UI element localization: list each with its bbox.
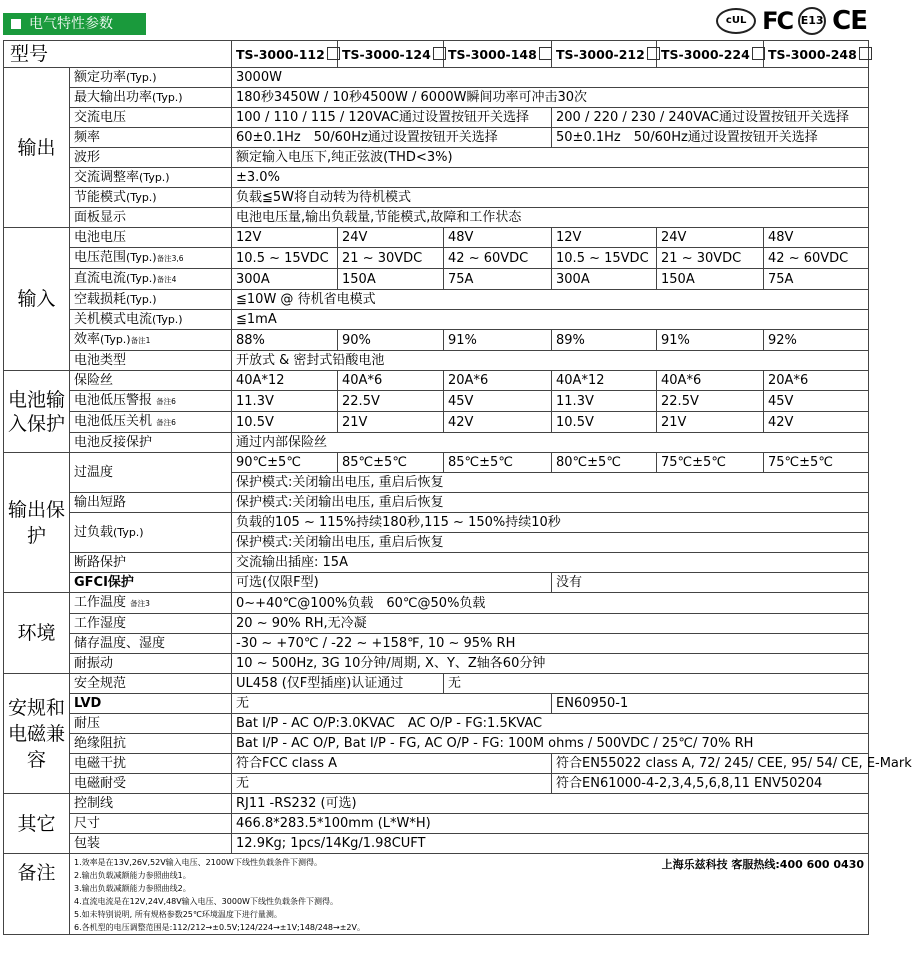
table-row [4, 188, 869, 208]
cell: 21V [657, 412, 764, 433]
row-value: 保护模式:关闭输出电压, 重启后恢复 [232, 533, 869, 553]
table-row [4, 412, 869, 433]
row-label: 空载损耗(Typ.) [70, 290, 232, 310]
cell: 150A [657, 269, 764, 290]
cell: 75A [764, 269, 869, 290]
table-row [4, 453, 869, 473]
cell: 45V [444, 391, 552, 412]
row-value: 额定输入电压下,纯正弦波(THD<3%) [232, 148, 869, 168]
row-value: 交流输出插座: 15A [232, 553, 869, 573]
cell: 42V [764, 412, 869, 433]
row-label: 控制线 [70, 794, 232, 814]
row-label: 频率 [70, 128, 232, 148]
row-label: 安全规范 [70, 674, 232, 694]
table-row [4, 168, 869, 188]
table-row [4, 573, 869, 593]
cell: 22.5V [338, 391, 444, 412]
row-label: 效率(Typ.)备注1 [70, 330, 232, 351]
note-line: 3.输出负载减额能力参照曲线2。 [74, 884, 191, 893]
cell: 11.3V [552, 391, 657, 412]
table-row [4, 371, 869, 391]
model-212: TS-3000-212 [552, 41, 657, 68]
row-label: 工作温度 备注3 [70, 593, 232, 614]
row-label: 节能模式(Typ.) [70, 188, 232, 208]
row-label: LVD [70, 694, 232, 714]
model-label: 型号 [4, 41, 232, 68]
table-row [4, 654, 869, 674]
row-label: 电磁干扰 [70, 754, 232, 774]
row-value: 100 / 110 / 115 / 120VAC通过设置按钮开关选择 [232, 108, 552, 128]
category-output-protection: 输出保护 [4, 453, 70, 593]
row-value: 无 [232, 774, 552, 794]
table-row [4, 148, 869, 168]
fc-logo: FC [762, 7, 793, 35]
cell: 75℃±5℃ [657, 453, 764, 473]
row-label: 电池电压 [70, 228, 232, 248]
row-label: 交流调整率(Typ.) [70, 168, 232, 188]
cell: 75℃±5℃ [764, 453, 869, 473]
cell: 48V [444, 228, 552, 248]
table-row [4, 493, 869, 513]
cell: 24V [657, 228, 764, 248]
cell: 48V [764, 228, 869, 248]
row-value: 可选(仅限F型) [232, 573, 552, 593]
table-row [4, 108, 869, 128]
row-value: UL458 (仅F型插座)认证通过 [232, 674, 444, 694]
cell: 40A*12 [552, 371, 657, 391]
row-label: GFCI保护 [70, 573, 232, 593]
table-row [4, 290, 869, 310]
category-notes: 备注 [4, 854, 70, 935]
row-label: 电池反接保护 [70, 433, 232, 453]
row-label: 电压范围(Typ.)备注3,6 [70, 248, 232, 269]
category-output: 输出 [4, 68, 70, 228]
row-value: 保护模式:关闭输出电压, 重启后恢复 [232, 493, 869, 513]
row-value: 符合EN61000-4-2,3,4,5,6,8,11 ENV50204 [552, 774, 869, 794]
table-row [4, 513, 869, 533]
row-value: 10 ~ 500Hz, 3G 10分钟/周期, X、Y、Z轴各60分钟 [232, 654, 869, 674]
model-112: TS-3000-112 [232, 41, 338, 68]
cell: 91% [657, 330, 764, 351]
checkbox-icon [859, 47, 872, 60]
spec-table [3, 40, 912, 935]
ce-logo: CE [832, 6, 867, 36]
row-value: 通过内部保险丝 [232, 433, 869, 453]
row-label: 电池低压关机 备注6 [70, 412, 232, 433]
row-value: ≦10W @ 待机省电模式 [232, 290, 869, 310]
row-value: 无 [232, 694, 552, 714]
cell: 40A*12 [232, 371, 338, 391]
cell: 20A*6 [444, 371, 552, 391]
model-248: TS-3000-248 [764, 41, 869, 68]
checkbox-icon [327, 47, 340, 60]
model-124: TS-3000-124 [338, 41, 444, 68]
cell: 85℃±5℃ [444, 453, 552, 473]
table-row [4, 553, 869, 573]
table-row [4, 794, 869, 814]
row-label: 电池类型 [70, 351, 232, 371]
note-line: 1.效率是在13V,26V,52V输入电压、2100W下线性负载条件下测得。 [74, 858, 322, 867]
row-label: 包装 [70, 834, 232, 854]
note-line: 4.直流电流是在12V,24V,48V输入电压、3000W下线性负载条件下测得。 [74, 897, 338, 906]
cell: 90℃±5℃ [232, 453, 338, 473]
row-value: 无 [444, 674, 869, 694]
cell: 85℃±5℃ [338, 453, 444, 473]
row-label: 面板显示 [70, 208, 232, 228]
row-label: 交流电压 [70, 108, 232, 128]
table-row [4, 694, 869, 714]
cell: 12V [552, 228, 657, 248]
row-value: 20 ~ 90% RH,无冷凝 [232, 614, 869, 634]
cell: 10.5V [232, 412, 338, 433]
row-label: 电池低压警报 备注6 [70, 391, 232, 412]
row-value: 60±0.1Hz 50/60Hz通过设置按钮开关选择 [232, 128, 552, 148]
section-title: 电气特性参数 [3, 13, 146, 35]
cell: 21 ~ 30VDC [338, 248, 444, 269]
cell: 22.5V [657, 391, 764, 412]
checkbox-icon [539, 47, 552, 60]
cul-logo: cUL [716, 8, 756, 34]
row-label: 直流电流(Typ.)备注4 [70, 269, 232, 290]
row-value: 符合FCC class A [232, 754, 552, 774]
notes-block [70, 854, 869, 935]
category-environment: 环境 [4, 593, 70, 674]
row-label: 关机模式电流(Typ.) [70, 310, 232, 330]
table-row [4, 269, 869, 290]
cell: 89% [552, 330, 657, 351]
cell: 40A*6 [338, 371, 444, 391]
table-row [4, 248, 869, 269]
row-label: 保险丝 [70, 371, 232, 391]
checkbox-icon [752, 47, 765, 60]
row-value: -30 ~ +70℃ / -22 ~ +158℉, 10 ~ 95% RH [232, 634, 869, 654]
row-label: 额定功率(Typ.) [70, 68, 232, 88]
row-value: 12.9Kg; 1pcs/14Kg/1.98CUFT [232, 834, 869, 854]
certification-logos [716, 6, 867, 36]
table-row [4, 330, 869, 351]
checkbox-icon [433, 47, 446, 60]
row-value: 200 / 220 / 230 / 240VAC通过设置按钮开关选择 [552, 108, 869, 128]
note-line: 6.各机型的电压调整范围是:112/212→±0.5V;124/224→±1V;148/248→±2V。 [74, 923, 365, 932]
cell: 21 ~ 30VDC [657, 248, 764, 269]
row-label: 储存温度、湿度 [70, 634, 232, 654]
row-label: 断路保护 [70, 553, 232, 573]
row-label: 波形 [70, 148, 232, 168]
row-value: 180秒3450W / 10秒4500W / 6000W瞬间功率可冲击30次 [232, 88, 869, 108]
model-header-row [4, 41, 869, 68]
row-label: 最大输出功率(Typ.) [70, 88, 232, 108]
model-148: TS-3000-148 [444, 41, 552, 68]
row-value: RJ11 -RS232 (可选) [232, 794, 869, 814]
table-row [4, 208, 869, 228]
row-label: 耐压 [70, 714, 232, 734]
row-value: 3000W [232, 68, 869, 88]
row-value: 0~+40℃@100%负载 60℃@50%负载 [232, 593, 869, 614]
row-label: 电磁耐受 [70, 774, 232, 794]
row-value: 电池电压量,输出负载量,节能模式,故障和工作状态 [232, 208, 869, 228]
row-value: 没有 [552, 573, 869, 593]
category-input: 输入 [4, 228, 70, 371]
table-row [4, 614, 869, 634]
cell: 88% [232, 330, 338, 351]
row-value: 50±0.1Hz 50/60Hz通过设置按钮开关选择 [552, 128, 869, 148]
table-row [4, 734, 869, 754]
category-safety-emc: 安规和电磁兼容 [4, 674, 70, 794]
cell: 80℃±5℃ [552, 453, 657, 473]
cell: 10.5 ~ 15VDC [232, 248, 338, 269]
cell: 92% [764, 330, 869, 351]
table-row [4, 634, 869, 654]
table-row [4, 714, 869, 734]
row-value: 保护模式:关闭输出电压, 重启后恢复 [232, 473, 869, 493]
square-bullet-icon [11, 19, 21, 29]
cell: 11.3V [232, 391, 338, 412]
cell: 91% [444, 330, 552, 351]
cell: 75A [444, 269, 552, 290]
row-label: 耐振动 [70, 654, 232, 674]
row-value: ±3.0% [232, 168, 869, 188]
table-row [4, 228, 869, 248]
cell: 90% [338, 330, 444, 351]
category-others: 其它 [4, 794, 70, 854]
row-value: ≦1mA [232, 310, 869, 330]
row-value: Bat I/P - AC O/P:3.0KVAC AC O/P - FG:1.5KVAC [232, 714, 869, 734]
row-value: 开放式 & 密封式铅酸电池 [232, 351, 869, 371]
row-label: 工作湿度 [70, 614, 232, 634]
table-row [4, 593, 869, 614]
table-row [4, 351, 869, 371]
cell: 24V [338, 228, 444, 248]
cell: 21V [338, 412, 444, 433]
cell: 12V [232, 228, 338, 248]
row-label: 过负载(Typ.) [70, 513, 232, 553]
row-value: 负载的105 ~ 115%持续180秒,115 ~ 150%持续10秒 [232, 513, 869, 533]
checkbox-icon [647, 47, 660, 60]
cell: 10.5V [552, 412, 657, 433]
table-row [4, 674, 869, 694]
table-row [4, 88, 869, 108]
model-224: TS-3000-224 [657, 41, 764, 68]
table-row [4, 128, 869, 148]
row-value: 负载≦5W将自动转为待机模式 [232, 188, 869, 208]
row-label: 过温度 [70, 453, 232, 493]
cell: 40A*6 [657, 371, 764, 391]
category-battery-protection: 电池输入保护 [4, 371, 70, 453]
table-row [4, 754, 869, 774]
cell: 45V [764, 391, 869, 412]
row-label: 绝缘阻抗 [70, 734, 232, 754]
row-value: Bat I/P - AC O/P, Bat I/P - FG, AC O/P - FG: 100M ohms / 500VDC / 25℃/ 70% RH [232, 734, 869, 754]
cell: 300A [232, 269, 338, 290]
note-line: 5.如未特别说明, 所有规格参数25℃环境温度下进行量测。 [74, 910, 282, 919]
table-row [4, 854, 869, 935]
row-value: EN60950-1 [552, 694, 869, 714]
cell: 10.5 ~ 15VDC [552, 248, 657, 269]
cell: 300A [552, 269, 657, 290]
cell: 20A*6 [764, 371, 869, 391]
table-row [4, 391, 869, 412]
cell: 150A [338, 269, 444, 290]
note-line: 2.输出负载减额能力参照曲线1。 [74, 871, 191, 880]
cell: 42V [444, 412, 552, 433]
cell: 42 ~ 60VDC [444, 248, 552, 269]
table-row [4, 834, 869, 854]
table-row [4, 433, 869, 453]
table-row [4, 310, 869, 330]
e13-logo: E13 [798, 7, 826, 35]
table-row [4, 814, 869, 834]
row-value: 符合EN55022 class A, 72/ 245/ CEE, 95/ 54/ CE, E-Mark [552, 754, 869, 774]
row-label: 输出短路 [70, 493, 232, 513]
cell: 42 ~ 60VDC [764, 248, 869, 269]
hotline: 上海乐兹科技 客服热线:400 600 0430 [661, 858, 865, 871]
row-value: 466.8*283.5*100mm (L*W*H) [232, 814, 869, 834]
table-row [4, 774, 869, 794]
page-header [0, 0, 871, 40]
row-label: 尺寸 [70, 814, 232, 834]
table-row [4, 68, 869, 88]
